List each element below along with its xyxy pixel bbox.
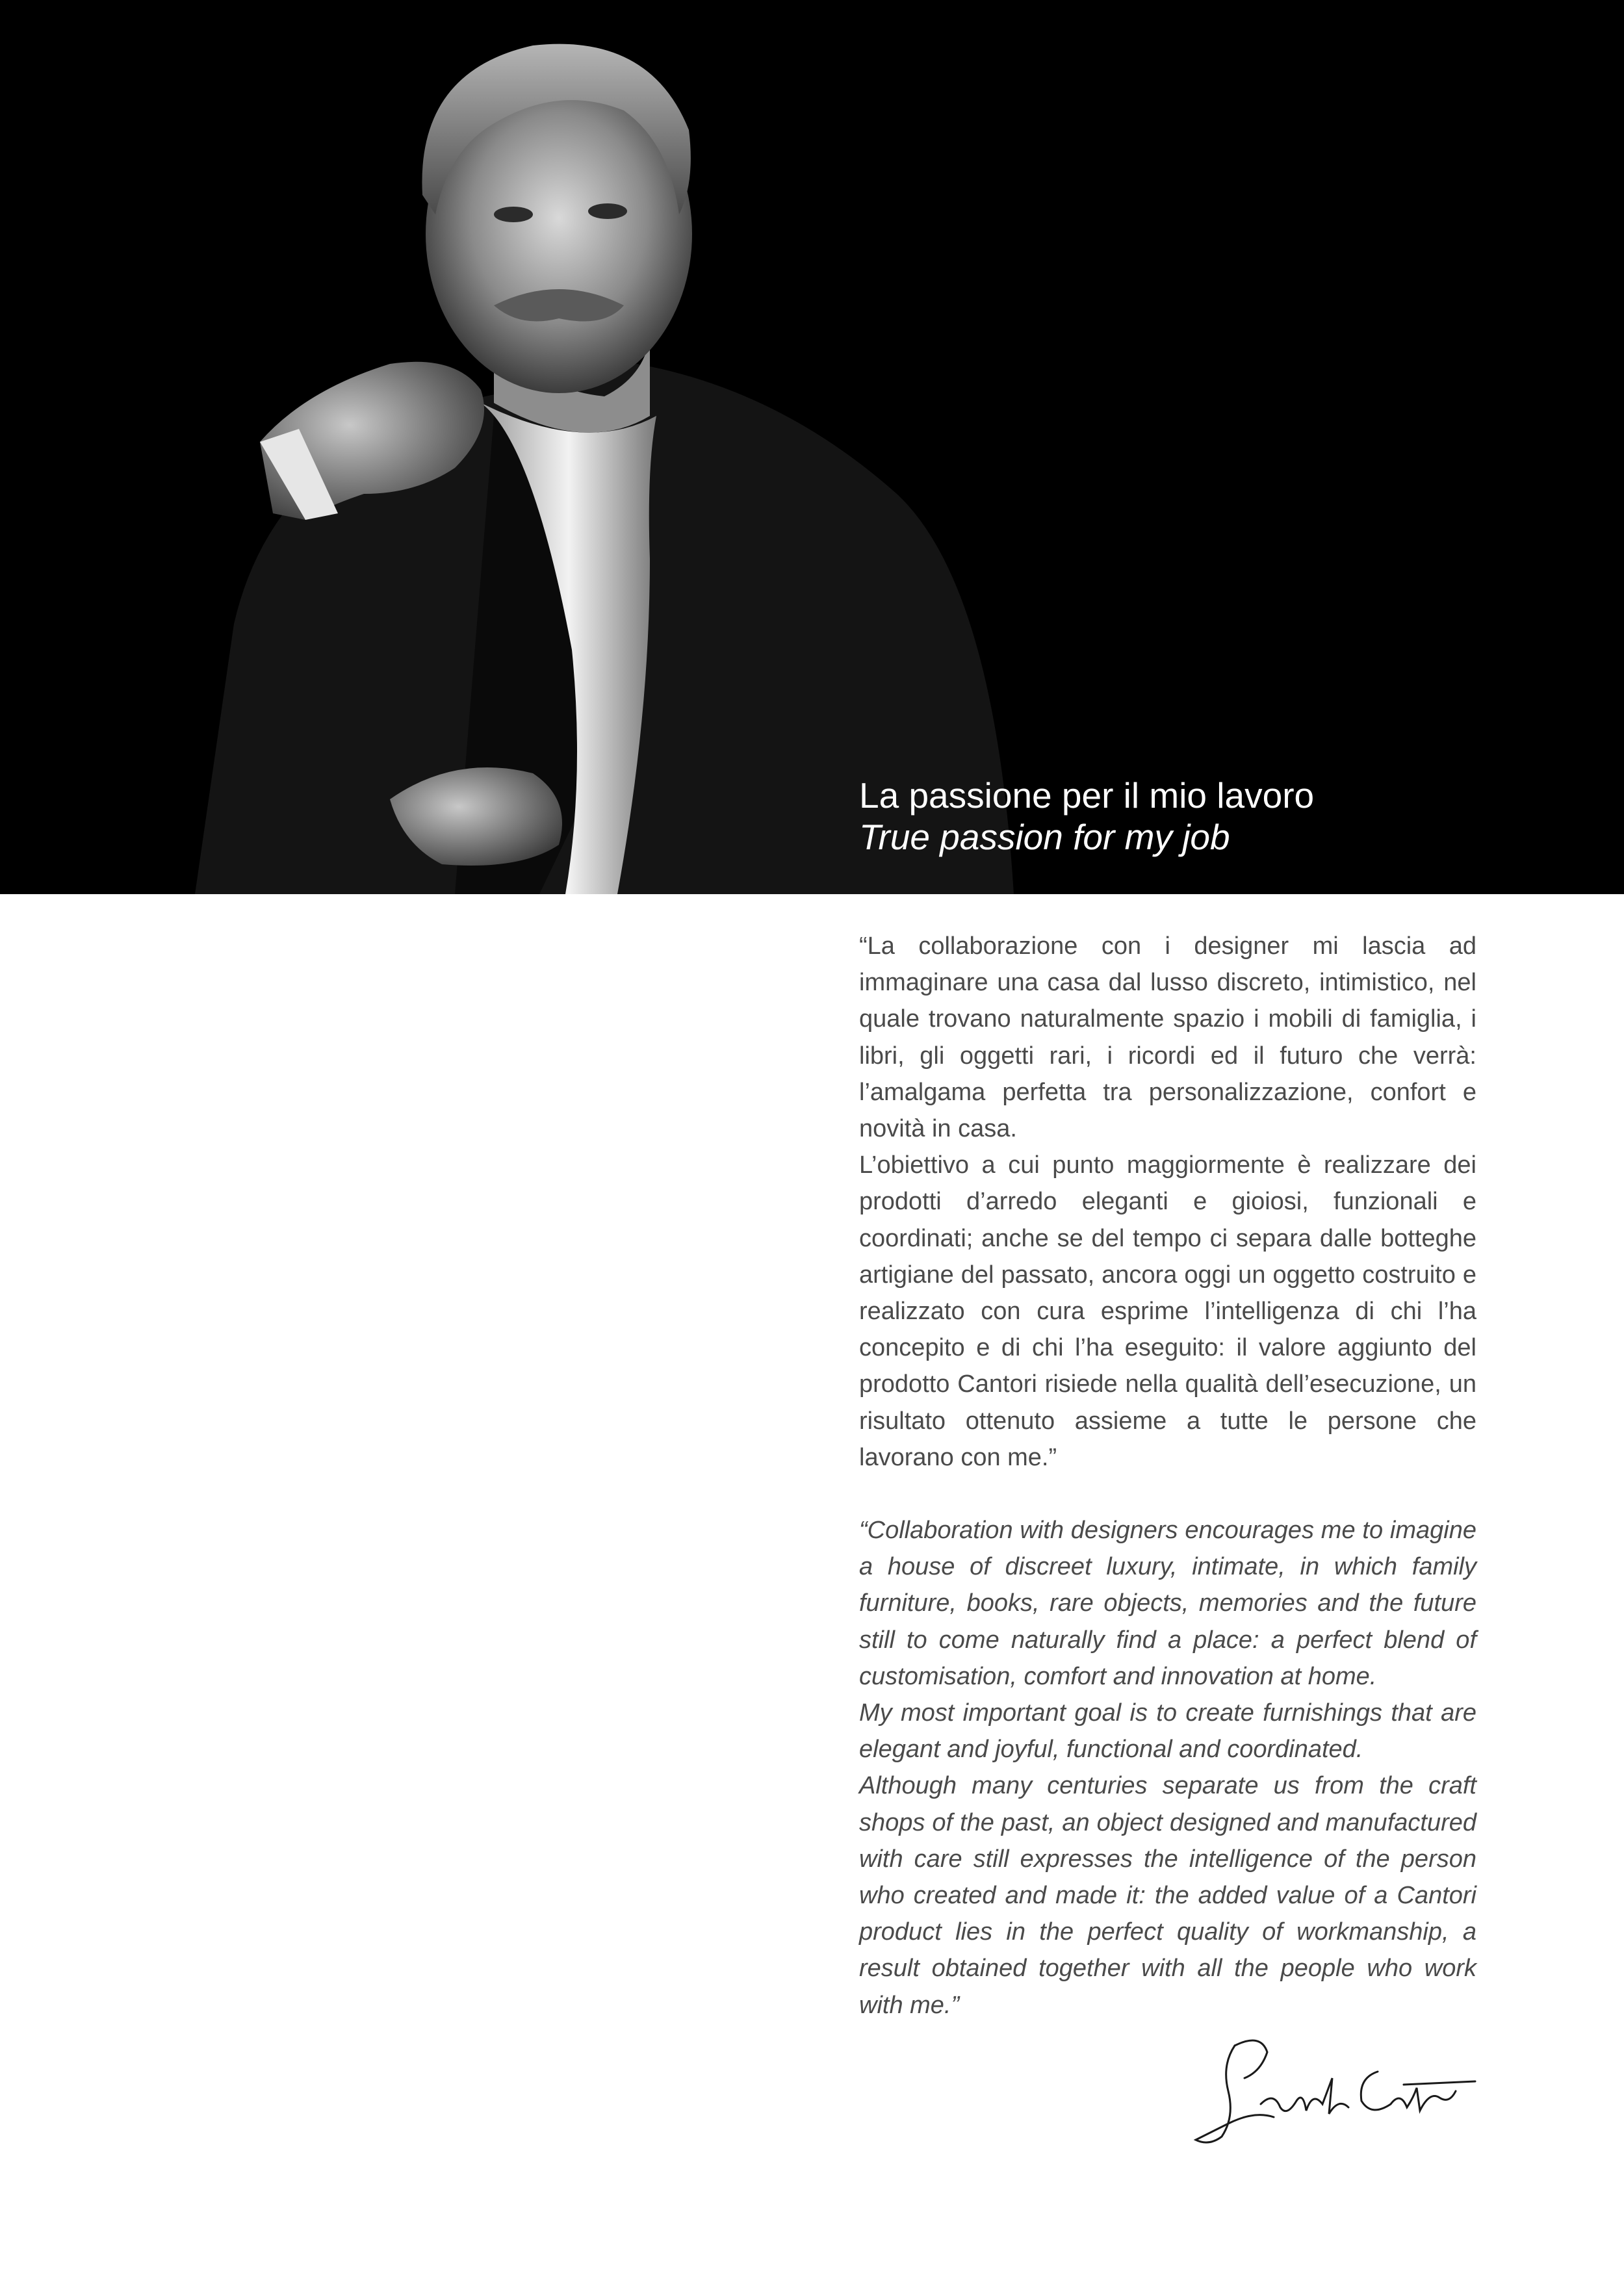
english-quote [859,1512,1476,2024]
quote-column [859,928,1476,2024]
portrait-photo [0,0,1624,894]
italian-paragraph: “La collaborazione con i designer mi lascia ad immaginare una casa dal lusso discreto, intimistico, nel quale trovano naturalmente spazio i mobili di famiglia, i libri, gli oggetti rari, i ricordi ed il futuro che verrà: l’amalgama perfetta tra personalizzazione, confort e novità in casa. [859,932,1476,1143]
hero-caption [859,775,1314,858]
paragraph-gap [859,1476,1476,1512]
italian-quote [859,928,1476,1476]
english-paragraph: Although many centuries separate us from the craft shops of the past, an object designed and manufactured with care still expresses the intelligence of the person who created and made it: the added value of a Cantori product lies in the perfect quality of workmanship, a result obtained together with all the people who work with me.” [859,1772,1476,2019]
english-paragraph: My most important goal is to create furnishings that are elegant and joyful, functional and coordinated. [859,1699,1476,1764]
hero-banner [0,0,1624,894]
caption-italian: La passione per il mio lavoro [859,775,1315,816]
handwritten-signature [1183,2026,1482,2156]
english-paragraph: “Collaboration with designers encourages me to imagine a house of discreet luxury, intimate, in which family furniture, books, rare objects, memories and the future still to come naturally find a place: a perfect blend of customisation, comfort and innovation at home. [859,1517,1476,1690]
italian-paragraph: L’obiettivo a cui punto maggiormente è realizzare dei prodotti d’arredo eleganti e gioiosi, funzionali e coordinati; anche se del tempo ci separa dalle botteghe artigiane del passato, ancora oggi un oggetto costruito e realizzato con cura esprime l’intelligenza di chi l’ha concepito e di chi l’ha eseguito: il valore aggiunto del prodotto Cantori risiede nella qualità dell’esecuzione, un risultato ottenuto assieme a tutte le persone che lavorano con me.” [859,1151,1476,1471]
caption-english: True passion for my job [859,817,1230,857]
